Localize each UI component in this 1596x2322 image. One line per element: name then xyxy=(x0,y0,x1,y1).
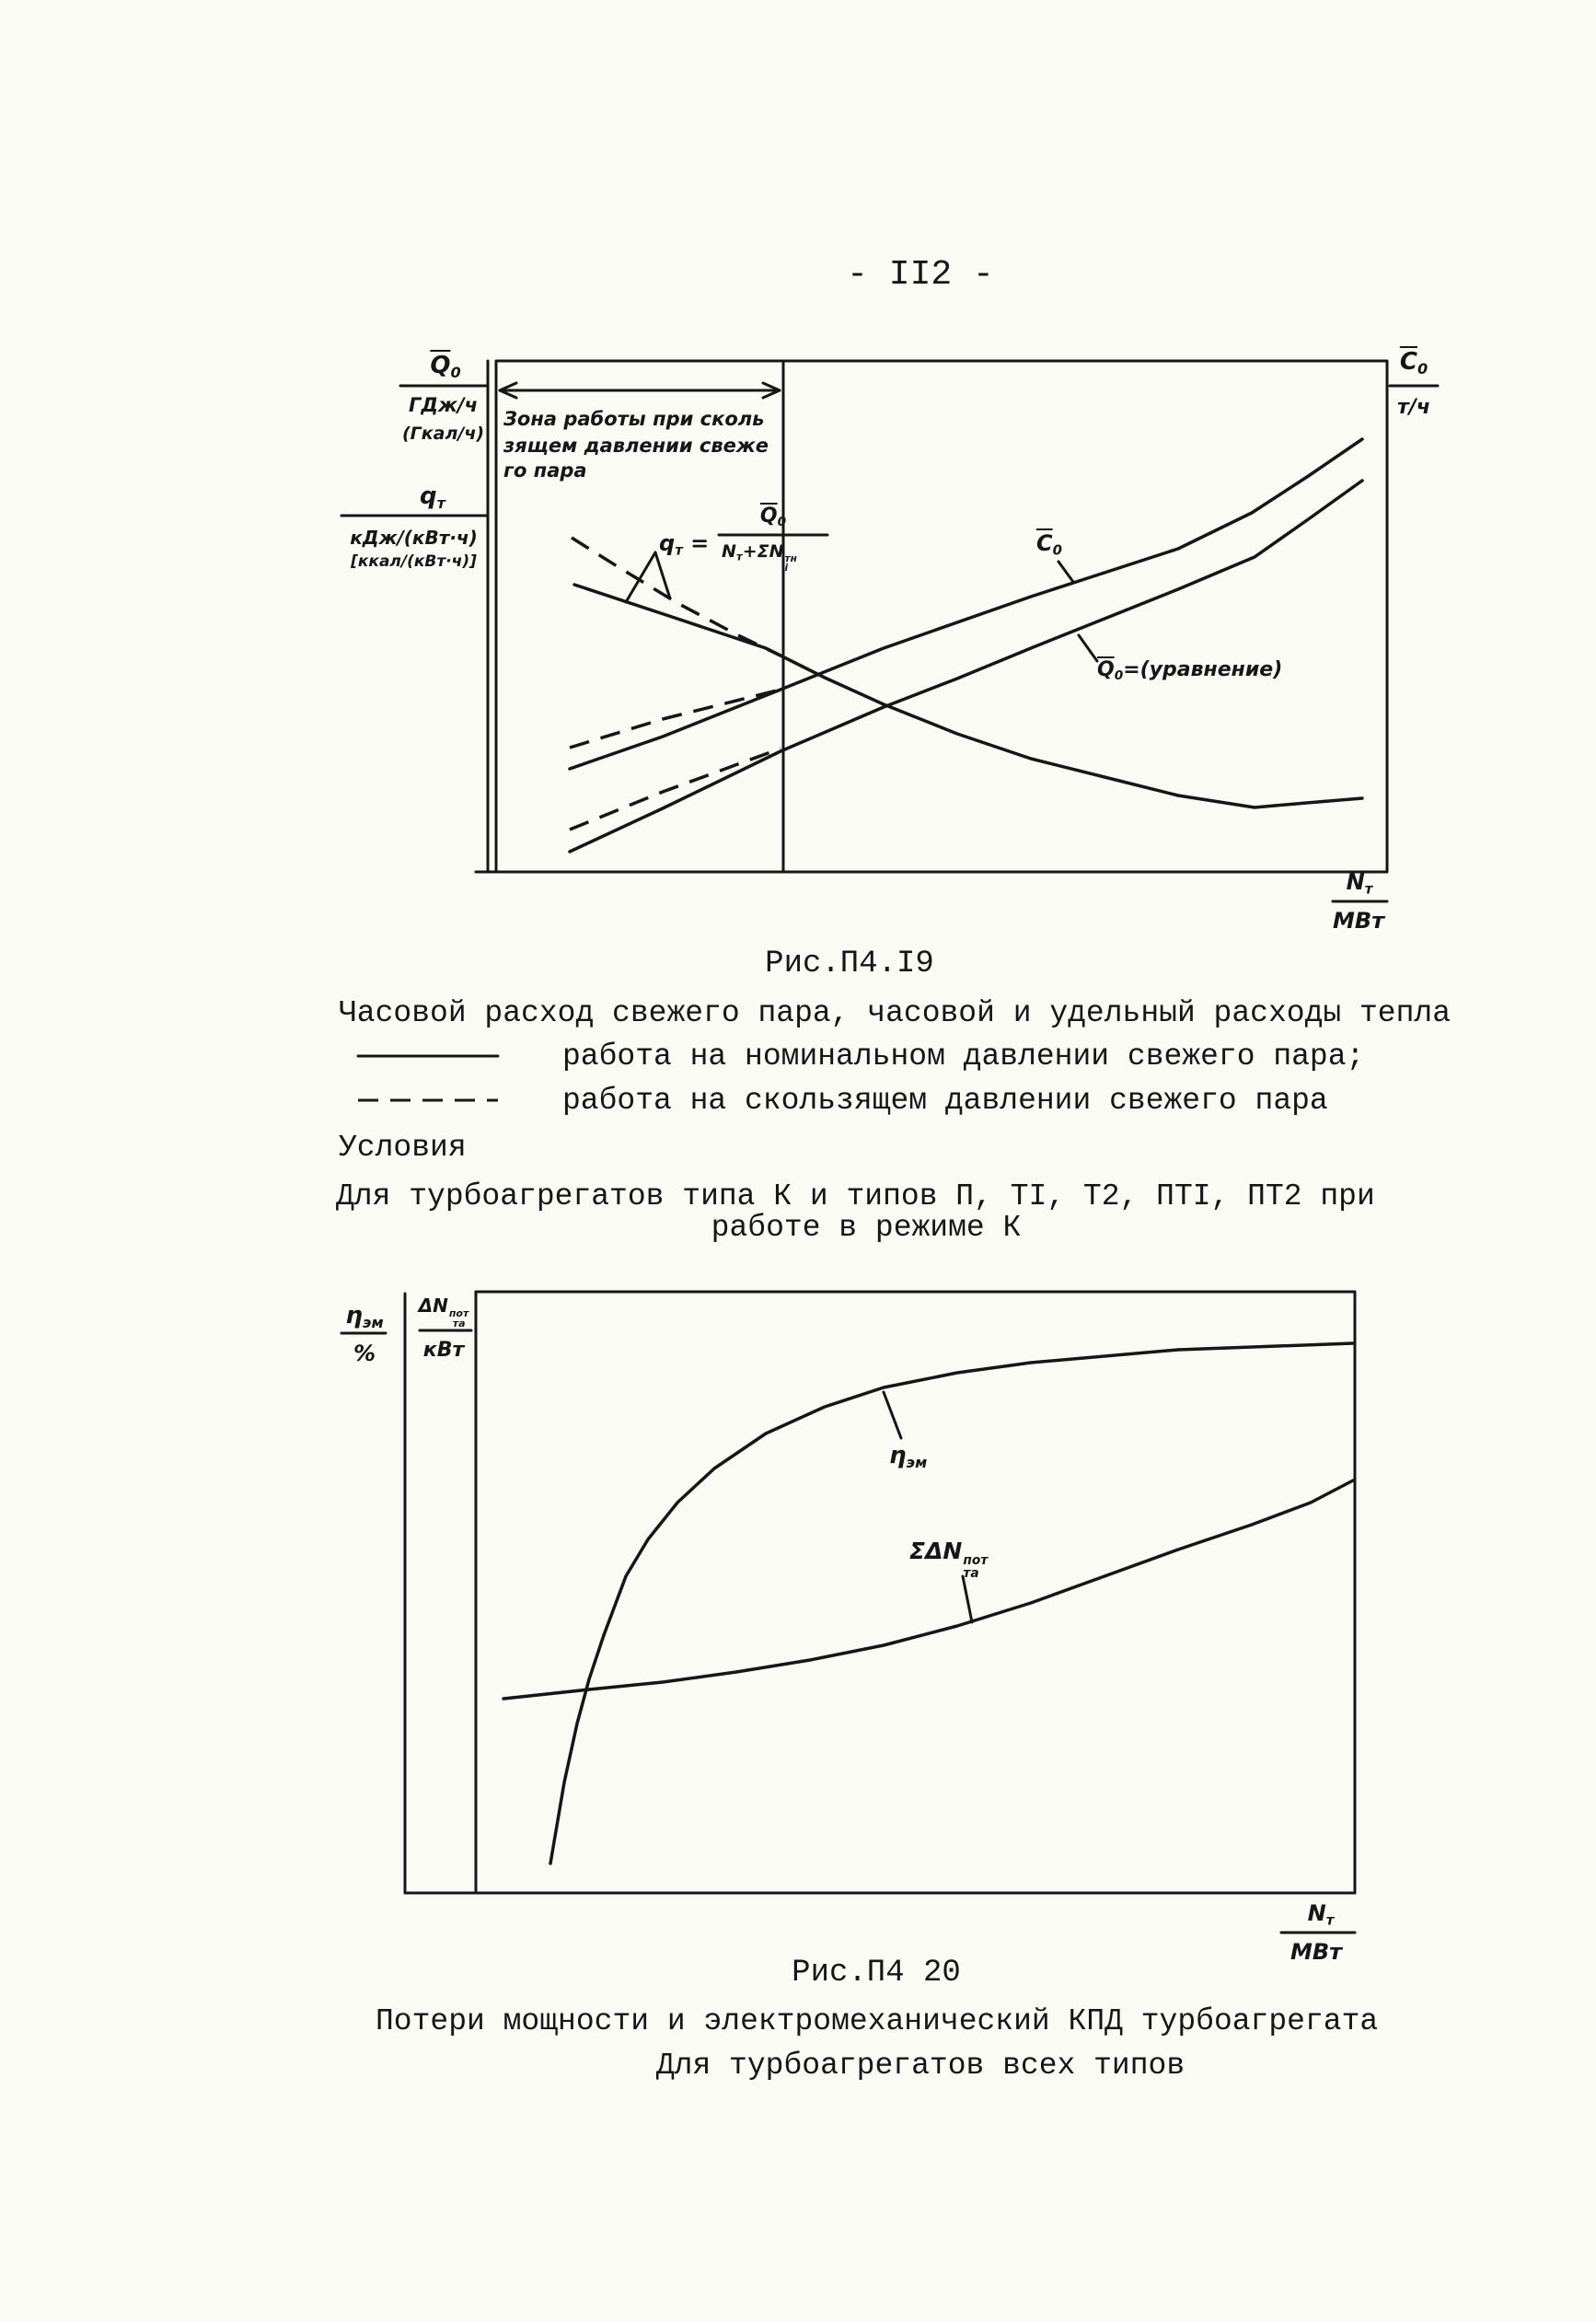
fig1-heat-flow-label xyxy=(1097,660,1282,683)
fig1-y-left-bottom-subscript: т xyxy=(436,493,445,512)
fig1-formula-numerator xyxy=(736,506,810,529)
formula-lhs-letter: q xyxy=(659,530,676,556)
fig1-caption-number: Рис.П4.I9 xyxy=(765,946,934,981)
fig1-y-right-unit: т/ч xyxy=(1397,396,1430,419)
fig1-y-left-top-letter: $\overline{Q}$ xyxy=(430,352,451,379)
fig2-power-losses-label xyxy=(909,1539,988,1581)
fig2-x-axis-unit: МВт xyxy=(1290,1939,1343,1965)
fig1-curve-steam-flow-sliding xyxy=(570,690,781,748)
fig1-conditions-heading: Условия xyxy=(339,1131,467,1165)
fig1-y-left-bottom-unit-alt: [ккал/(кВт·ч)] xyxy=(351,552,477,571)
fig1-y-left-bottom-unit: кДж/(кВт·ч) xyxy=(350,527,478,549)
fig2-y-outer-letter: η xyxy=(345,1302,363,1329)
fig1-zone-note-line-3: го пара xyxy=(503,459,587,482)
power-losses-label-letter: ΣΔN xyxy=(909,1538,963,1564)
fig1-conditions-line-1: Для турбоагрегатов типа К и типов П, ТI, Т2, ПТI, ПТ2 при xyxy=(336,1179,1375,1213)
fig2-y-inner-indices xyxy=(449,1308,469,1329)
formula-denominator-n-subscript: т xyxy=(735,550,743,563)
fig2-y-inner-unit: кВт xyxy=(422,1339,465,1362)
power-losses-label-indices xyxy=(963,1555,988,1581)
fig1-formula-lhs xyxy=(659,532,709,557)
fig1-curve-heat-flow-sliding xyxy=(570,749,781,830)
fig1-formula-denominator xyxy=(722,543,797,574)
page-number: - II2 - xyxy=(847,255,994,295)
efficiency-label-letter: η xyxy=(889,1442,907,1469)
fig1-y-left-top-unit: ГДж/ч xyxy=(408,394,479,416)
fig1-x-axis-symbol xyxy=(1329,871,1390,896)
fig1-heat-flow-label-pointer xyxy=(1079,635,1097,661)
fig2-x-axis-letter: N xyxy=(1307,1900,1326,1926)
fig1-caption-title: Часовой расход свежего пара, часовой и удельный расходы тепла xyxy=(339,996,1451,1030)
fig2-y-inner-letter: ΔN xyxy=(418,1295,448,1317)
fig2-power-losses-label-pointer xyxy=(963,1576,972,1622)
fig2-curve-power-losses xyxy=(503,1480,1353,1699)
fig1-y-right-letter: $\overline{C}$ xyxy=(1399,348,1417,376)
fig1-conditions-line-2: работе в режиме К xyxy=(711,1211,1022,1245)
fig1-steam-flow-label xyxy=(1036,532,1062,557)
power-losses-label-superscript: пот xyxy=(963,1553,989,1569)
fig2-x-axis-subscript: т xyxy=(1325,1911,1335,1929)
fig2-y-outer-symbol xyxy=(331,1304,398,1330)
fig1-curve-steam-flow-nominal xyxy=(570,439,1362,769)
fig1-steam-flow-label-pointer xyxy=(1058,562,1073,582)
fig2-y-outer-subscript: эм xyxy=(362,1313,384,1331)
fig2-y-inner-subscript: та xyxy=(452,1317,466,1329)
formula-denominator-n: N xyxy=(722,541,736,562)
fig1-zone-note-line-1: Зона работы при сколь xyxy=(503,408,765,430)
fig2-y-inner-symbol xyxy=(411,1296,477,1329)
formula-numerator-subscript: 0 xyxy=(777,515,787,530)
fig2-efficiency-label-pointer xyxy=(884,1392,901,1438)
heat-flow-label-suffix: =(уравнение) xyxy=(1123,658,1283,681)
formula-denominator-sum: +ΣN xyxy=(742,541,784,562)
fig1-zone-note-line-2: зящем давлении свеже xyxy=(503,435,769,457)
fig1-zone-double-arrow xyxy=(500,383,780,398)
steam-flow-label-subscript: 0 xyxy=(1052,541,1062,559)
fig1-x-axis-subscript: т xyxy=(1364,880,1373,898)
fig1-y-right-symbol xyxy=(1390,350,1438,377)
efficiency-label-subscript: эм xyxy=(906,1453,928,1471)
fig1-y-left-top-unit-alt: (Гкал/ч) xyxy=(401,424,485,444)
fig2-curve-efficiency xyxy=(550,1343,1353,1863)
fig2-caption-number: Рис.П4 20 xyxy=(792,1956,961,1991)
fig1-x-axis-letter: N xyxy=(1346,869,1365,895)
fig2-caption-title: Потери мощности и электромеханический КПД турбоагрегата xyxy=(376,2004,1379,2038)
formula-equals-sign: = xyxy=(690,530,710,556)
formula-numerator-letter: $\overline{Q}$ xyxy=(759,505,778,528)
fig1-y-left-bottom-letter: q xyxy=(420,482,437,510)
formula-denominator-sum-subscript: i xyxy=(784,563,789,575)
fig2-x-axis-symbol xyxy=(1287,1902,1355,1927)
fig1-formula-pointer-nominal xyxy=(626,552,655,602)
formula-lhs-subscript: т xyxy=(675,541,683,559)
fig1-y-left-top-subscript: 0 xyxy=(450,363,461,381)
steam-flow-label-letter: $\overline{C}$ xyxy=(1036,530,1053,556)
fig1-legend-sliding-label: работа на скользящем давлении свежего пара xyxy=(562,1084,1328,1118)
fig1-y-left-bottom-symbol xyxy=(387,484,479,511)
fig2-y-inner-superscript: пот xyxy=(448,1306,469,1319)
formula-denominator-sum-superscript: тн xyxy=(784,552,797,564)
fig2-caption-scope: Для турбоагрегатов всех типов xyxy=(655,2049,1185,2083)
fig1-y-left-top-symbol xyxy=(405,354,486,380)
formula-denominator-sum-indices xyxy=(785,554,797,574)
fig2-efficiency-label xyxy=(889,1444,927,1470)
power-losses-label-subscript: та xyxy=(963,1565,979,1581)
fig1-x-axis-unit: МВт xyxy=(1332,908,1385,934)
heat-flow-label-subscript: 0 xyxy=(1114,668,1124,684)
fig1-legend-nominal-label: работа на номинальном давлении свежего пара; xyxy=(562,1039,1365,1074)
fig1-y-right-subscript: 0 xyxy=(1417,359,1428,377)
heat-flow-label-letter: $\overline{Q}$ xyxy=(1097,658,1115,681)
fig2-y-outer-unit: % xyxy=(353,1341,376,1366)
